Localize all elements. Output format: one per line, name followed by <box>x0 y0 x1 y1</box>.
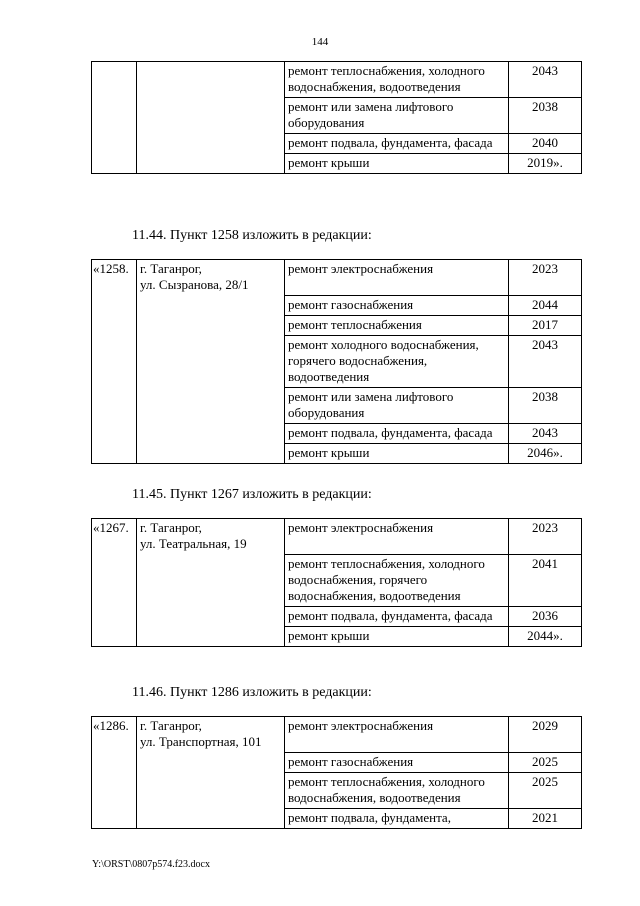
table-row <box>92 335 582 387</box>
work-cell: ремонт подвала, фундамента, фасада <box>285 423 509 443</box>
item-number: «1286. <box>92 717 137 753</box>
year-cell: 2043 <box>509 423 582 443</box>
footer-file-path: Y:\ORST\0807p574.f23.docx <box>92 859 210 870</box>
table-row <box>92 443 582 463</box>
work-cell: ремонт теплоснабжения, холодного водоснабжения, водоотведения <box>285 62 509 98</box>
work-cell: ремонт подвала, фундамента, фасада <box>285 134 509 154</box>
table-row <box>92 772 582 808</box>
work-cell: ремонт крыши <box>285 443 509 463</box>
repair-table-1267 <box>91 518 582 647</box>
work-cell: ремонт или замена лифтового оборудования <box>285 98 509 134</box>
year-cell: 2036 <box>509 606 582 626</box>
work-cell: ремонт холодного водоснабжения, горячего водоснабжения, водоотведения <box>285 335 509 387</box>
work-cell: ремонт подвала, фундамента, фасада <box>285 606 509 626</box>
item-number <box>92 62 137 98</box>
table-row <box>92 606 582 626</box>
year-cell: 2040 <box>509 134 582 154</box>
year-cell: 2038 <box>509 387 582 423</box>
repair-table-continued <box>91 61 582 174</box>
year-cell: 2041 <box>509 554 582 606</box>
section-heading: 11.46. Пункт 1286 изложить в редакции: <box>132 685 372 700</box>
work-cell: ремонт электроснабжения <box>285 717 509 753</box>
address-cell <box>137 519 285 555</box>
year-cell: 2029 <box>509 717 582 753</box>
table-row <box>92 295 582 315</box>
work-cell: ремонт газоснабжения <box>285 295 509 315</box>
table-row <box>92 752 582 772</box>
work-cell: ремонт газоснабжения <box>285 752 509 772</box>
address-text: г. Таганрог, ул. Транспортная, 101 <box>140 718 262 749</box>
address-cell <box>137 62 285 98</box>
section-heading: 11.44. Пункт 1258 изложить в редакции: <box>132 228 372 243</box>
table-row <box>92 554 582 606</box>
table-row <box>92 98 582 134</box>
year-cell: 2043 <box>509 335 582 387</box>
year-cell: 2044 <box>509 295 582 315</box>
page-number: 144 <box>311 36 329 48</box>
work-cell: ремонт теплоснабжения, холодного водоснабжения, водоотведения <box>285 772 509 808</box>
section-heading: 11.45. Пункт 1267 изложить в редакции: <box>132 487 372 502</box>
work-cell: ремонт подвала, фундамента, <box>285 808 509 828</box>
repair-table-1286 <box>91 716 582 829</box>
work-cell: ремонт крыши <box>285 626 509 646</box>
item-number: «1267. <box>92 519 137 555</box>
address-text: г. Таганрог, ул. Сызранова, 28/1 <box>140 261 249 292</box>
table-row <box>92 626 582 646</box>
work-cell: ремонт или замена лифтового оборудования <box>285 387 509 423</box>
work-cell: ремонт теплоснабжения, холодного водоснабжения, горячего водоснабжения, водоотведения <box>285 554 509 606</box>
year-cell: 2044». <box>509 626 582 646</box>
year-cell: 2019». <box>509 154 582 174</box>
year-cell: 2017 <box>509 315 582 335</box>
year-cell: 2038 <box>509 98 582 134</box>
year-cell: 2043 <box>509 62 582 98</box>
table-row <box>92 387 582 423</box>
year-cell: 2023 <box>509 519 582 555</box>
work-cell: ремонт крыши <box>285 154 509 174</box>
table-row <box>92 808 582 828</box>
work-cell: ремонт электроснабжения <box>285 519 509 555</box>
table-row <box>92 519 582 555</box>
year-cell: 2025 <box>509 772 582 808</box>
year-cell: 2023 <box>509 260 582 296</box>
year-cell: 2025 <box>509 752 582 772</box>
item-number: «1258. <box>92 260 137 296</box>
table-row <box>92 62 582 98</box>
address-text: г. Таганрог, ул. Театральная, 19 <box>140 520 247 551</box>
work-cell: ремонт электроснабжения <box>285 260 509 296</box>
table-row <box>92 260 582 296</box>
table-row <box>92 423 582 443</box>
year-cell: 2046». <box>509 443 582 463</box>
address-cell <box>137 717 285 753</box>
table-row <box>92 154 582 174</box>
table-row <box>92 717 582 753</box>
work-cell: ремонт теплоснабжения <box>285 315 509 335</box>
year-cell: 2021 <box>509 808 582 828</box>
table-row <box>92 315 582 335</box>
address-cell <box>137 260 285 296</box>
repair-table-1258 <box>91 259 582 464</box>
table-row <box>92 134 582 154</box>
